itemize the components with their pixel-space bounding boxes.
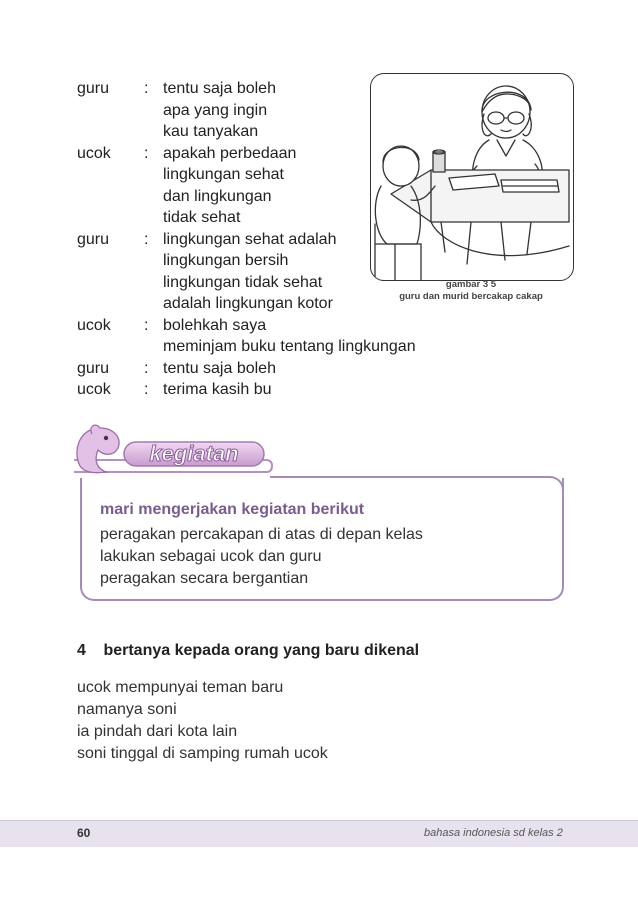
kegiatan-instruction: peragakan secara bergantian — [100, 570, 309, 587]
colon: : — [144, 316, 149, 334]
line-text: lingkungan bersih — [163, 252, 289, 269]
figure-number: gambar 3 5 — [445, 279, 497, 290]
line-text: lingkungan sehat — [163, 166, 284, 183]
line-text: tentu saja boleh — [163, 359, 276, 377]
speaker-name: guru — [77, 80, 110, 97]
line-text: meminjam buku tentang lingkungan — [163, 338, 416, 355]
speaker-name: ucok — [77, 381, 111, 398]
speaker-name: guru — [77, 230, 110, 248]
line-text: dan lingkungan — [163, 187, 272, 205]
book-title: bahasa indonesia sd kelas 2 — [424, 827, 563, 839]
line-text: tidak sehat — [163, 209, 241, 226]
kegiatan-title: mari mengerjakan kegiatan berikut — [100, 501, 365, 518]
kegiatan-banner-graphic — [66, 420, 276, 482]
colon: : — [144, 80, 149, 97]
line-text: terima kasih bu — [163, 381, 272, 398]
page-number: 60 — [77, 826, 91, 840]
line-text: apa yang ingin — [163, 101, 268, 119]
kegiatan-instruction: peragakan percakapan di atas di depan kelas — [100, 526, 423, 543]
figure-description: guru dan murid bercakap cakap — [399, 291, 543, 302]
line-text: lingkungan tidak sehat — [163, 273, 323, 291]
paragraph-line: ucok mempunyai teman baru — [77, 679, 284, 696]
illustration-teacher-student — [370, 73, 574, 281]
paragraph-line: soni tinggal di samping rumah ucok — [77, 745, 328, 762]
colon: : — [144, 144, 149, 162]
section-heading — [77, 642, 419, 660]
line-text: apakah perbedaan — [163, 144, 297, 162]
colon: : — [144, 381, 149, 398]
kegiatan-banner-label: kegiatan — [149, 441, 239, 466]
illustration-drawing — [371, 74, 573, 280]
paragraph-line: ia pindah dari kota lain — [77, 723, 238, 740]
section-number: 4 — [77, 642, 86, 659]
speaker-name: ucok — [77, 316, 111, 334]
speaker-name: ucok — [77, 144, 111, 162]
line-text: adalah lingkungan kotor — [163, 295, 333, 312]
section-title: bertanya kepada orang yang baru dikenal — [103, 642, 420, 659]
speaker-name: guru — [77, 359, 110, 377]
colon: : — [144, 359, 149, 377]
line-text: bolehkah saya — [163, 316, 267, 334]
paragraph-line: namanya soni — [77, 701, 177, 718]
kegiatan-banner — [66, 420, 276, 482]
line-text: kau tanyakan — [163, 123, 259, 140]
line-text: tentu saja boleh — [163, 80, 276, 97]
kegiatan-instruction: lakukan sebagai ucok dan guru — [100, 548, 322, 565]
line-text: lingkungan sehat adalah — [163, 230, 337, 248]
dolphin-mascot-icon — [77, 425, 119, 473]
colon: : — [144, 230, 149, 248]
figure-caption — [370, 279, 572, 303]
